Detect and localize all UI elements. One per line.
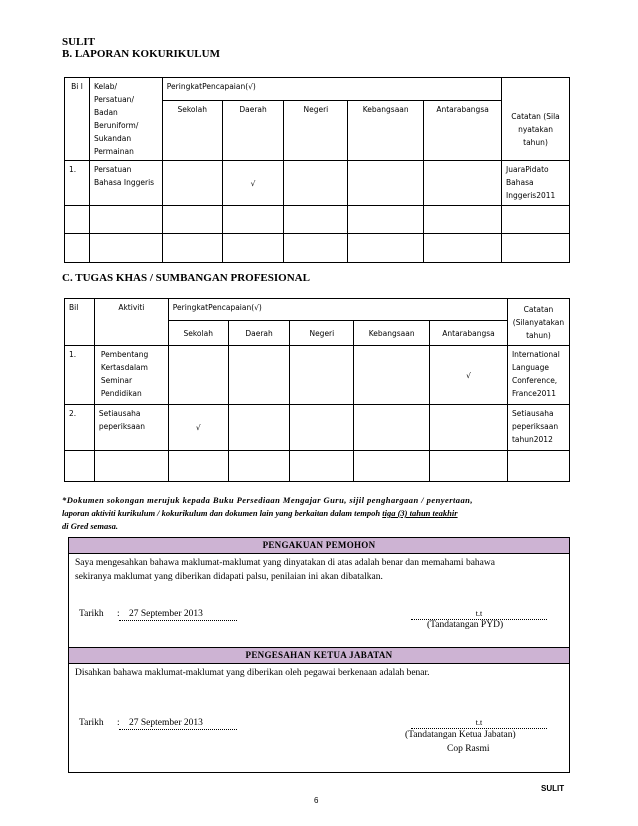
- pengesahan-title: PENGESAHAN KETUA JABATAN: [69, 648, 569, 664]
- section-b-title: B. LAPORAN KOKURIKULUM: [62, 48, 220, 60]
- signature-line: t.t: [411, 609, 547, 620]
- row-note: International Language Conference, France2011: [507, 346, 569, 405]
- pengakuan-statement-2: sekiranya maklumat yang diberikan didapati palsu, penilaian ini akan dibatalkan.: [75, 572, 383, 582]
- row-name: Setiausaha peperiksaan: [94, 405, 168, 451]
- tarikh-value: 27 September 2013: [119, 718, 237, 730]
- section-c-title: C. TUGAS KHAS / SUMBANGAN PROFESIONAL: [62, 272, 310, 284]
- header-bil: Bi l: [65, 78, 90, 161]
- signature-line: t.t: [411, 718, 547, 729]
- table-row: [65, 451, 570, 482]
- kokurikulum-table: [64, 77, 570, 263]
- row-note: Setiausaha peperiksaan tahun2012: [507, 405, 569, 451]
- header-sekolah: Sekolah: [162, 100, 222, 160]
- footnote-line-2: laporan aktiviti kurikulum / kokurikulum dan dokumen lain yang berkaitan dalam tempoh: [62, 508, 381, 518]
- table-row: [65, 234, 570, 263]
- sulit-bottom-label: SULIT: [541, 784, 565, 793]
- header-antarabangsa: Antarabangsa: [430, 321, 508, 346]
- pengesahan-box: [68, 647, 570, 773]
- header-kebangsaan: Kebangsaan: [354, 321, 430, 346]
- header-daerah: Daerah: [228, 321, 290, 346]
- row-bil: 1.: [65, 161, 90, 206]
- header-negeri: Negeri: [284, 100, 348, 160]
- header-peringkat: PeringkatPencapaian(√): [168, 299, 507, 321]
- pengakuan-statement-1: Saya mengesahkan bahawa maklumat-maklumat yang dinyatakan di atas adalah benar dan memahami bahawa: [75, 558, 495, 568]
- pengesahan-statement: Disahkan bahawa maklumat-maklumat yang diberikan oleh pegawai berkenaan adalah benar.: [75, 668, 430, 678]
- row-bil: 1.: [65, 346, 95, 405]
- header-daerah: Daerah: [222, 100, 284, 160]
- header-kebangsaan: Kebangsaan: [348, 100, 424, 160]
- header-peringkat: PeringkatPencapaian(√): [162, 78, 501, 101]
- signature-label: (Tandatangan Ketua Jabatan): [405, 730, 516, 740]
- table-row: [65, 206, 570, 234]
- check-mark: √: [222, 161, 284, 206]
- header-sekolah: Sekolah: [168, 321, 228, 346]
- table-row: [65, 405, 570, 451]
- official-stamp-label: Cop Rasmi: [447, 744, 490, 754]
- row-bil: 2.: [65, 405, 95, 451]
- header-kelab: Kelab/ Persatuan/ Badan Beruniform/ Sukandan Permainan: [89, 78, 162, 161]
- signature-label: (Tandatangan PYD): [427, 620, 504, 630]
- tarikh-colon: :: [117, 718, 120, 728]
- header-bil: Bil: [65, 299, 95, 346]
- header-antarabangsa: Antarabangsa: [424, 100, 502, 160]
- page-number: 6: [314, 796, 319, 805]
- row-name: Pembentang Kertasdalam Seminar Pendidikan: [94, 346, 168, 405]
- header-aktiviti: Aktiviti: [94, 299, 168, 346]
- tarikh-colon: :: [117, 609, 120, 619]
- row-note: JuaraPidato Bahasa Inggeris2011: [502, 161, 570, 206]
- tarikh-label: Tarikh: [79, 718, 104, 728]
- check-mark: √: [430, 346, 508, 405]
- header-catatan: Catatan (Silanyatakan tahun): [507, 299, 569, 346]
- header-catatan: Catatan (Sila nyatakan tahun): [502, 78, 570, 161]
- table-row: [65, 346, 570, 405]
- table-row: [65, 161, 570, 206]
- pengakuan-title: PENGAKUAN PEMOHON: [69, 538, 569, 554]
- sulit-top-label: SULIT: [62, 36, 96, 48]
- footnote-emphasis: tiga (3) tahun teakhir: [382, 508, 458, 518]
- footnote: [62, 494, 574, 533]
- header-negeri: Negeri: [290, 321, 354, 346]
- pengakuan-box: [68, 537, 570, 649]
- footnote-line-1: *Dokumen sokongan merujuk kepada Buku Persediaan Mengajar Guru, sijil penghargaan / penyertaan,: [62, 495, 473, 505]
- tugas-khas-table: [64, 298, 570, 482]
- check-mark: √: [168, 405, 228, 451]
- row-name: Persatuan Bahasa Inggeris: [89, 161, 162, 206]
- footnote-line-3: di Gred semasa.: [62, 521, 118, 531]
- tarikh-label: Tarikh: [79, 609, 104, 619]
- tarikh-value: 27 September 2013: [119, 609, 237, 621]
